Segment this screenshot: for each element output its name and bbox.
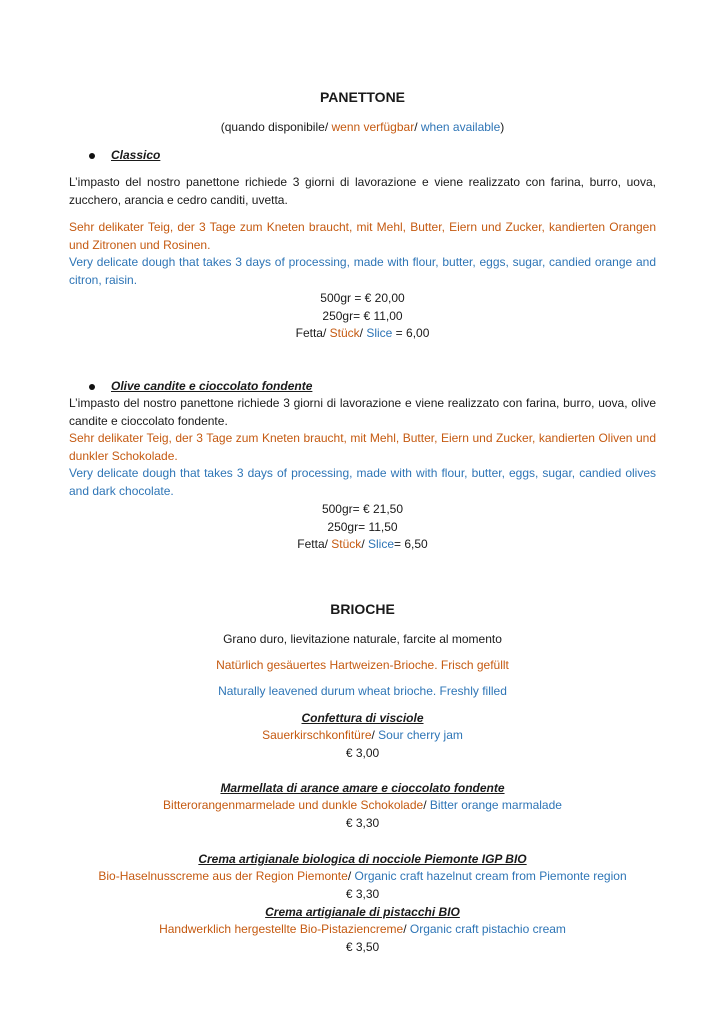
filling-name: Marmellata di arance amare e cioccolato fondente [220, 781, 505, 795]
description-it: L’impasto del nostro panettone richiede 3 giorni di lavorazione e viene realizzato con farina, burro, uova, olive candite e cioccolato fondente. [69, 396, 656, 428]
filling-price: € 3,50 [345, 940, 380, 954]
price-250g: 250gr= € 11,00 [322, 309, 403, 323]
description-de: Sehr delikater Teig, der 3 Tage zum Kneten braucht, mit Mehl, Butter, Eiern und Zucker, kandierten Orangen und Zitronen und Rosinen. [69, 220, 656, 252]
description-en: Very delicate dough that takes 3 days of processing, made with with flour, butter, eggs, sugar, candied olives and dark chocolate. [69, 466, 656, 498]
price-500g: 500gr = € 20,00 [320, 291, 405, 305]
section-title-brioche: BRIOCHE [330, 601, 395, 617]
filling-translation: Handwerklich hergestellte Bio-Pistaziencreme/ Organic craft pistachio cream [159, 922, 566, 936]
filling-translation: Sauerkirschkonfitüre/ Sour cherry jam [262, 728, 463, 742]
brioche-desc-en: Naturally leavened durum wheat brioche. Freshly filled [218, 684, 507, 698]
price-slice: Fetta/ Stück/ Slice = 6,00 [295, 326, 430, 340]
section-title-panettone: PANETTONE [319, 89, 406, 105]
price-slice: Fetta/ Stück/ Slice= 6,50 [297, 537, 428, 551]
filling-price: € 3,30 [345, 816, 380, 830]
filling-price: € 3,00 [345, 746, 380, 760]
price-250g: 250gr= 11,50 [327, 520, 398, 534]
brioche-desc-de: Natürlich gesäuertes Hartweizen-Brioche. Frisch gefüllt [216, 658, 509, 672]
item-heading-classico: Classico [89, 147, 160, 163]
price-500g: 500gr= € 21,50 [321, 502, 404, 516]
filling-name: Confettura di visciole [301, 711, 424, 725]
filling-price: € 3,30 [345, 887, 380, 901]
description-it: L’impasto del nostro panettone richiede 3 giorni di lavorazione e viene realizzato con farina, burro, uova, zucchero, arancia e cedro canditi, uvetta. [69, 175, 656, 207]
bullet-icon [89, 153, 95, 159]
filling-name: Crema artigianale di pistacchi BIO [265, 905, 460, 919]
filling-name: Crema artigianale biologica di nocciole Piemonte IGP BIO [198, 852, 527, 866]
item-heading-olive: Olive candite e cioccolato fondente [89, 378, 312, 394]
description-en: Very delicate dough that takes 3 days of processing, made with flour, butter, eggs, sugar, candied orange and citron, raisin. [69, 255, 656, 287]
brioche-desc-it: Grano duro, lievitazione naturale, farcite al momento [223, 632, 502, 646]
bullet-icon [89, 384, 95, 390]
availability-note: (quando disponibile/ wenn verfügbar/ when available) [220, 120, 505, 134]
filling-translation: Bio-Haselnusscreme aus der Region Piemonte/ Organic craft hazelnut cream from Piemonte region [98, 869, 627, 883]
description-de: Sehr delikater Teig, der 3 Tage zum Kneten braucht, mit Mehl, Butter, Eiern und Zucker, kandierten Oliven und dunkler Schokolade. [69, 431, 656, 463]
filling-translation: Bitterorangenmarmelade und dunkle Schokolade/ Bitter orange marmalade [163, 798, 562, 812]
